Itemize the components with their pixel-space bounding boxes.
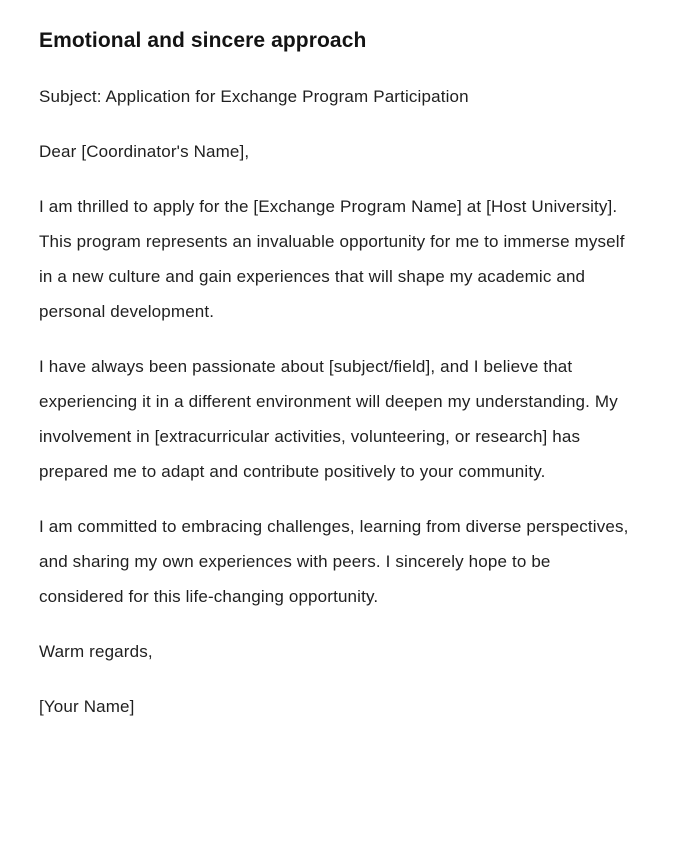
body-paragraph: I have always been passionate about [subject/field], and I believe that experiencing it in a different environment will deepen my understanding. My involvement in [extracurricular activities, volunteering, or research] has prepared me to adapt and contribute positively to your community.	[39, 357, 618, 481]
body-paragraph: I am thrilled to apply for the [Exchange Program Name] at [Host University]. This program represents an invaluable opportunity for me to immerse myself in a new culture and gain experiences that will shape my academic and personal development.	[39, 197, 625, 321]
subject-line: Subject: Application for Exchange Program Participation	[39, 87, 469, 106]
closing-line: Warm regards,	[39, 642, 153, 661]
page-title: Emotional and sincere approach	[39, 29, 367, 52]
salutation: Dear [Coordinator's Name],	[39, 142, 250, 161]
body-paragraph: I am committed to embracing challenges, learning from diverse perspectives, and sharing my own experiences with peers. I sincerely hope to be considered for this life-changing opportunity.	[39, 517, 629, 606]
signature-placeholder: [Your Name]	[39, 697, 135, 716]
